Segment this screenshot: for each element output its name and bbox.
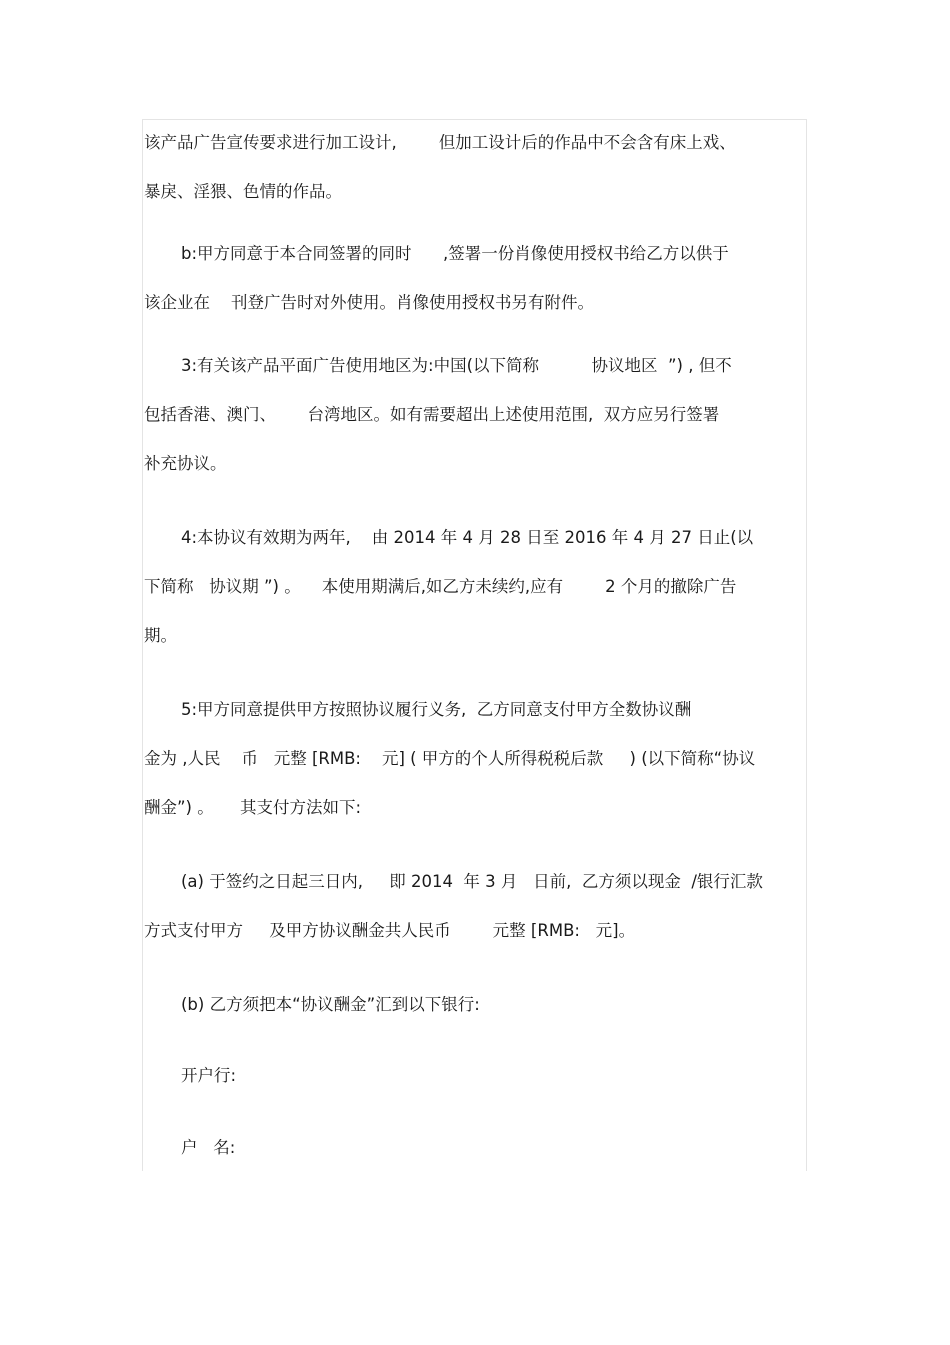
clause-b-line-1: b:甲方同意于本合同签署的同时 ,签署一份肖像使用授权书给乙方以供于 [181,244,729,263]
clause-a-line-1: (a) 于签约之日起三日内, 即 2014 年 3 月 日前, 乙方须以现金 /银行汇款 [181,872,763,891]
clause-5-line-2: 金为 ,人民 币 元整 [RMB: 元] ( 甲方的个人所得税税后款 ) (以下简称“协议 [144,749,756,768]
clause-3-line-2: 包括香港、澳门、 台湾地区。如有需要超出上述使用范围, 双方应另行签署 [144,405,720,424]
paragraph-line-2: 暴戾、淫猥、色情的作品。 [144,182,342,201]
clause-4-line-1: 4:本协议有效期为两年, 由 2014 年 4 月 28 日至 2016 年 4 月 27 日止(以 [181,528,754,547]
clause-a-line-2: 方式支付甲方 及甲方协议酬金共人民币 元整 [RMB: 元]。 [144,921,636,940]
clause-5-line-1: 5:甲方同意提供甲方按照协议履行义务, 乙方同意支付甲方全数协议酬 [181,700,692,719]
clause-4-line-3: 期。 [144,626,177,645]
clause-b2-line-1: (b) 乙方须把本“协议酬金”汇到以下银行: [181,995,480,1014]
clause-5-line-3: 酬金”) 。 其支付方法如下: [144,798,362,817]
paragraph-line-1: 该产品广告宣传要求进行加工设计, 但加工设计后的作品中不会含有床上戏、 [144,133,736,152]
clause-4-line-2: 下简称 协议期 ”) 。 本使用期满后,如乙方未续约,应有 2 个月的撤除广告 [144,577,737,596]
clause-3-line-1: 3:有关该产品平面广告使用地区为:中国(以下简称 协议地区 ”) , 但不 [181,356,732,375]
bank-name-label: 开户行: [181,1066,237,1085]
account-name-label: 户 名: [181,1138,236,1157]
clause-b-line-2: 该企业在 刊登广告时对外使用。肖像使用授权书另有附件。 [144,293,594,312]
clause-3-line-3: 补充协议。 [144,454,227,473]
